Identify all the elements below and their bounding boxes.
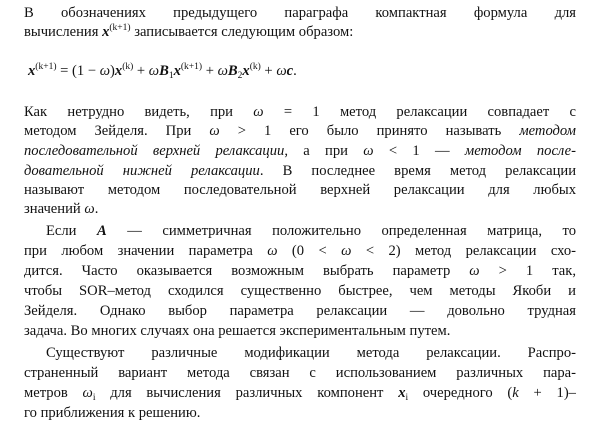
text-line: Если A — симметричная положительно определенная матрица, то	[46, 223, 576, 239]
text-line: Существуют различные модификации метода релаксации. Распро-	[46, 345, 576, 361]
text-line: довательной нижней релаксации. В последнее время метод релаксации	[24, 163, 577, 179]
text-line: чтобы SOR–метод сходился существенно быстрее, чем методы Якоби и	[24, 283, 576, 299]
text-line: страненный вариант метода связан с использованием различных пара-	[24, 365, 576, 381]
text-line: последовательной верхней релаксации, а при ω < 1 — методом после-	[24, 143, 577, 159]
text-line: дится. Часто оказывается возможным выбрать параметр ω > 1 так,	[24, 263, 576, 279]
text-line: вычисления $x^{(k+1)}$ записывается следующим образом:	[24, 23, 354, 40]
text-line: Зейделя. Однако выбор параметра релаксации — довольно трудная	[24, 303, 576, 319]
text-line: метров $\omega_i$ для вычисления различных компонент $x_i$ очередного (k + 1)–	[24, 385, 576, 403]
text-line: го приближения к решению.	[24, 405, 201, 421]
text-line: значений ω.	[24, 201, 99, 217]
text-line: методом Зейделя. При ω > 1 его было принято называть методом	[24, 123, 576, 139]
formula: $x^{(k+1)} = (1 - \omega)x^{(k)} + \omega B_1x^{(k+1)} + \omega B_2x^{(k)} + \omega c$.	[28, 62, 297, 81]
text-line: при любом значении параметра ω (0 < ω < 2) метод релаксации схо-	[24, 243, 577, 259]
text-line: Как нетрудно видеть, при ω = 1 метод релаксации совпадает с	[24, 104, 576, 120]
text-line: В обозначениях предыдущего параграфа компактная формула для	[24, 5, 576, 21]
text-line: задача. Во многих случаях она решается экспериментальным путем.	[24, 323, 451, 339]
text-line: называют методом последовательной верхней релаксации для любых	[24, 182, 576, 198]
